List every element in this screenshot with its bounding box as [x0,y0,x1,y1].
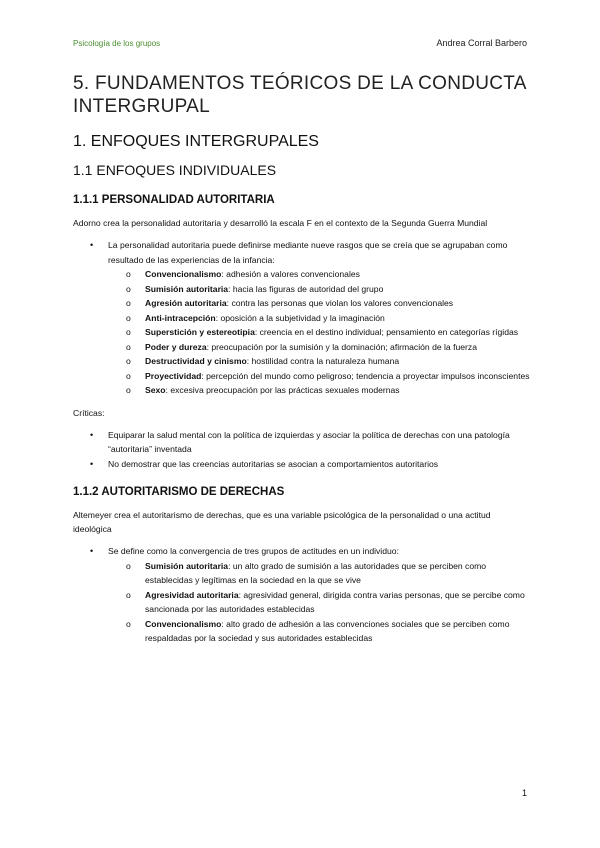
sub-list-item [108,282,531,297]
bullet-icon: • [90,240,94,250]
trait-label: Convencionalismo [145,269,222,279]
subsection-heading: 1.1 ENFOQUES INDIVIDUALES [73,162,277,178]
circle-bullet-icon: o [126,370,131,381]
sub-list-item [108,354,531,369]
sub-list-item [108,588,531,617]
heading-autoritarismo-derechas: 1.1.2 AUTORITARISMO DE DERECHAS [73,486,285,498]
list-item [73,457,531,472]
trait-description: : preocupación por la sumisión y la dominación; afirmación de la fuerza [206,341,477,352]
attitude-label: Agresividad autoritaria [145,589,239,600]
trait-label: Proyectividad [145,370,202,381]
circle-bullet-icon: o [126,618,131,629]
attitudes-sub-list [108,559,531,646]
trait-description: : contra las personas que violan los valores convencionales [226,298,454,308]
traits-sub-list [108,267,531,398]
circle-bullet-icon: o [126,327,131,337]
trait-description: : adhesión a valores convencionales [221,269,360,279]
circle-bullet-icon: o [126,385,131,395]
trait-description: : creencia en el destino individual; pensamiento en categorías rígidas [254,327,519,337]
circle-bullet-icon: o [126,560,131,571]
attitude-label: Sumisión autoritaria [145,560,229,571]
heading-personalidad-autoritaria: 1.1.1 PERSONALIDAD AUTORITARIA [73,194,275,206]
critiques-list [73,428,531,472]
document-body [73,72,531,646]
bullet-icon: • [90,546,94,556]
sub-list-item [108,340,531,355]
traits-bullet-list [73,238,531,398]
critiques-label: Críticas: [73,407,105,418]
circle-bullet-icon: o [126,312,131,323]
trait-description: : hostilidad contra la naturaleza humana [246,356,400,366]
circle-bullet-icon: o [126,356,131,366]
trait-description: : oposición a la subjetividad y la imaginación [215,312,385,323]
sub-list-item [108,325,531,340]
bullet-icon: • [90,458,94,469]
list-item-text: Se define como la convergencia de tres grupos de actitudes en un individuo: [108,546,399,556]
trait-label: Destructividad y cinismo [145,356,247,366]
attitude-description: : alto grado de adhesión a las convenciones sociales que se perciben como respaldadas por la sociedad y sus autoridades establecidas [145,618,510,643]
page-title: 5. FUNDAMENTOS TEÓRICOS DE LA CONDUCTA INTERGRUPAL [73,73,526,117]
attitude-label: Convencionalismo [145,618,222,629]
circle-bullet-icon: o [126,589,131,600]
critique-text: No demostrar que las creencias autoritarias se asocian a comportamientos autoritarios [108,458,439,469]
header-course-title: Psicología de los grupos [73,39,161,48]
bullet-icon: • [90,429,94,440]
trait-description: : excesiva preocupación por las prácticas sexuales modernas [165,385,400,395]
list-item [73,428,531,457]
trait-label: Agresión autoritaria [145,298,227,308]
trait-label: Sexo [145,385,166,395]
list-item [73,238,531,398]
sub-list-item [108,617,531,646]
trait-description: : percepción del mundo como peligroso; tendencia a proyectar impulsos inconscientes [201,370,530,381]
circle-bullet-icon: o [126,341,131,352]
sub-list-item [108,559,531,588]
trait-label: Poder y dureza [145,341,207,352]
list-item [73,544,531,646]
intro-paragraph-altemeyer: Altemeyer crea el autoritarismo de derechas, que es una variable psicológica de la personalidad o una actitud ideológica [73,510,491,534]
circle-bullet-icon: o [126,298,131,308]
trait-label: Superstición y estereotipia [145,327,255,337]
sub-list-item [108,267,531,282]
sub-list-item [108,383,531,398]
sub-list-item [108,296,531,311]
attitude-description: : un alto grado de sumisión a las autoridades que se perciben como establecidas y legítimas en la sociedad en la que se vive [145,560,487,585]
sub-list-item [108,311,531,326]
list-item-text: La personalidad autoritaria puede definirse mediante nueve rasgos que se creía que se agrupaban como resultado de las experiencias de la infancia: [108,240,508,265]
header-author: Andrea Corral Barbero [436,38,527,48]
circle-bullet-icon: o [126,283,131,294]
page-number: 1 [521,788,527,798]
critique-text: Equiparar la salud mental con la política de izquierdas y asociar la política de derechas con una patología “autoritaria” inventada [108,429,510,454]
trait-label: Sumisión autoritaria [145,283,229,294]
attitude-description: : agresividad general, dirigida contra varias personas, que se percibe como sancionada por las autoridades establecidas [145,589,525,614]
trait-label: Anti-intracepción [145,312,216,323]
attitudes-bullet-list [73,544,531,646]
intro-paragraph-adorno: Adorno crea la personalidad autoritaria y desarrolló la escala F en el contexto de la Segunda Guerra Mundial [73,218,488,228]
trait-description: : hacia las figuras de autoridad del grupo [228,283,384,294]
sub-list-item [108,369,531,384]
circle-bullet-icon: o [126,269,131,279]
section-heading: 1. ENFOQUES INTERGRUPALES [73,133,319,150]
